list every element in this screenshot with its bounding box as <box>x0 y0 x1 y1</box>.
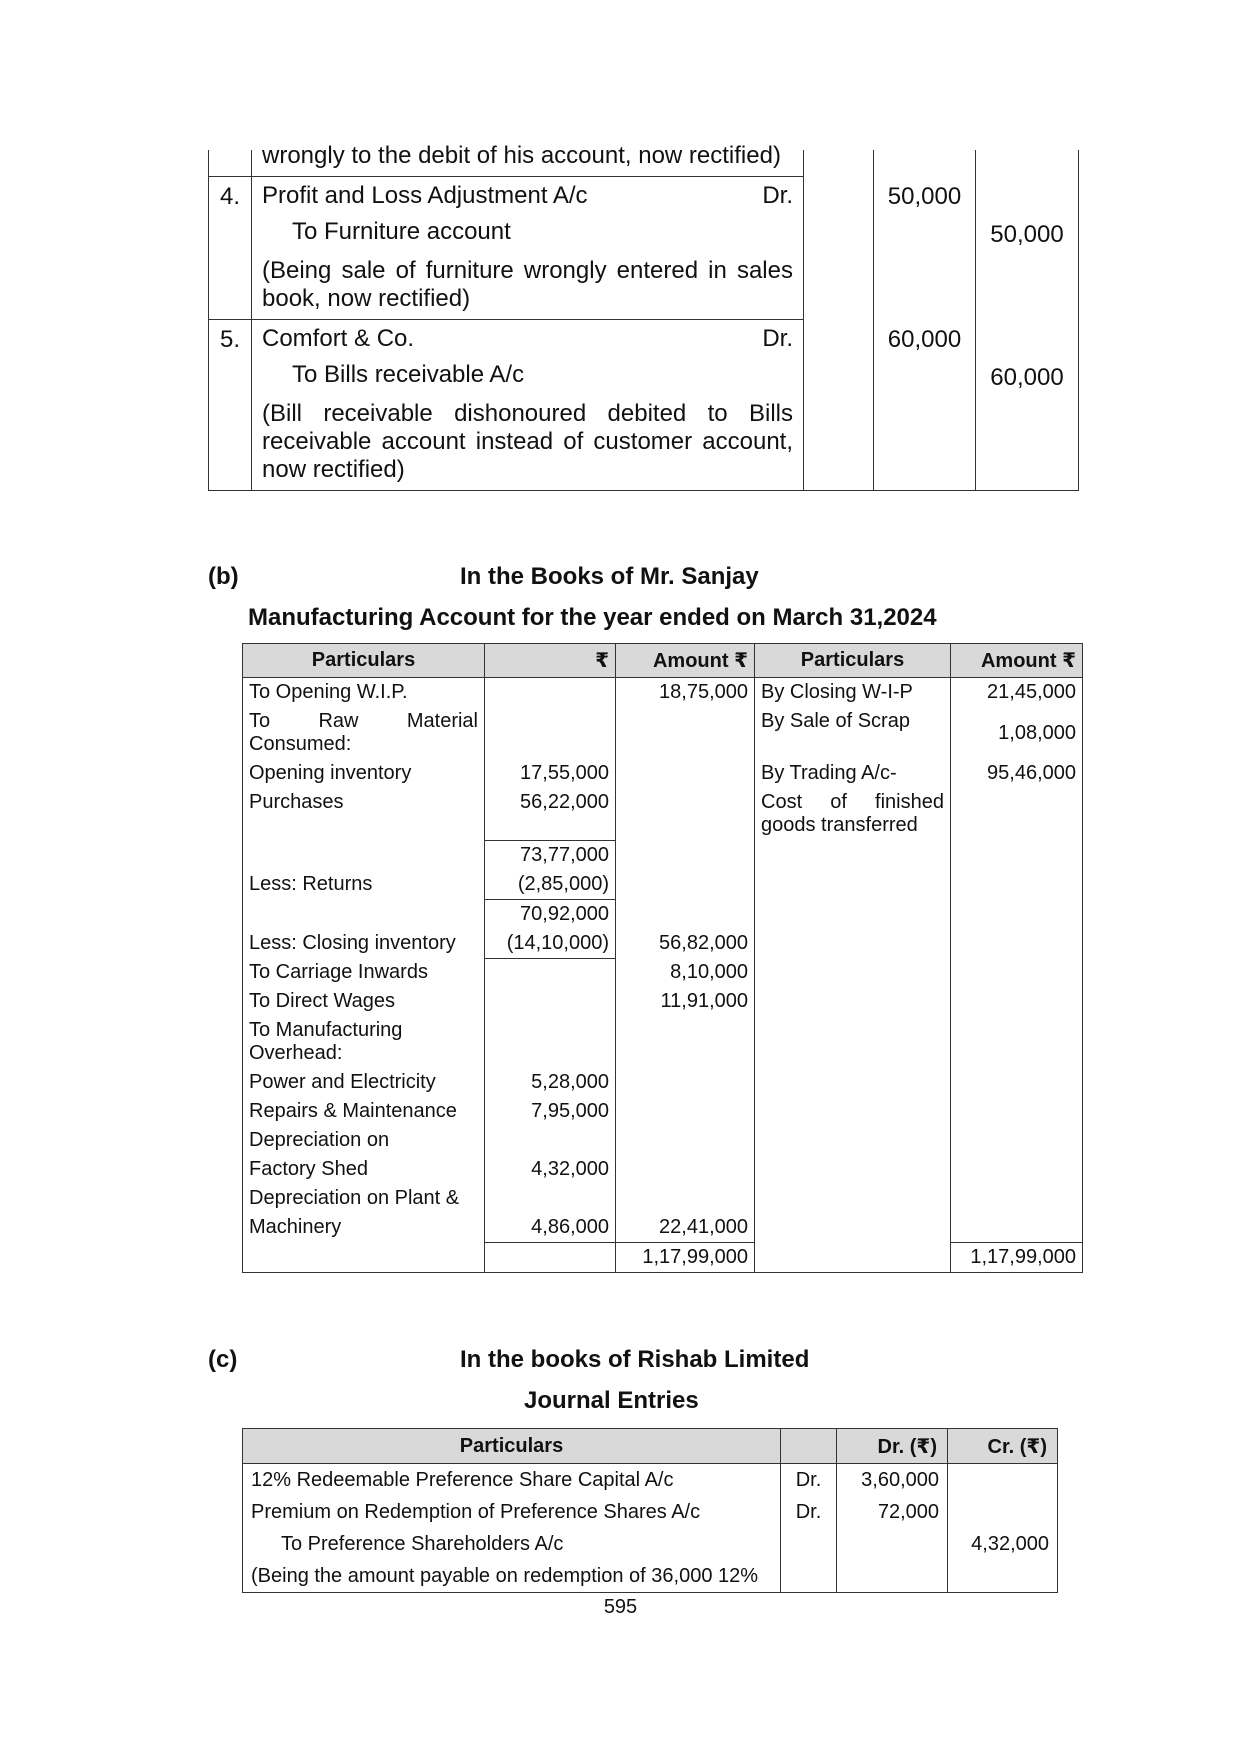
cell: 4,32,000 <box>485 1155 616 1184</box>
col-header-debit: Dr. (₹) <box>837 1429 948 1464</box>
table-row <box>243 1464 1058 1497</box>
table-row <box>243 788 1083 840</box>
table-header-row <box>243 644 1083 678</box>
cell: Premium on Redemption of Preference Shares A/c <box>243 1496 781 1528</box>
cell: 8,10,000 <box>616 958 755 987</box>
cell <box>485 678 616 708</box>
cell: To Manufacturing Overhead: <box>243 1016 485 1068</box>
cell: By Trading A/c- <box>755 759 951 788</box>
cell: 18,75,000 <box>616 678 755 708</box>
cell <box>616 1184 755 1213</box>
credit-amount <box>948 1464 1058 1497</box>
ledger-folio-cell <box>804 177 874 320</box>
dr-marker: Dr. <box>762 325 793 352</box>
table-bottom-rule <box>209 490 1079 491</box>
cell <box>485 1126 616 1155</box>
entry-narration: wrongly to the debit of his account, now rectified) <box>262 142 781 169</box>
cell <box>951 870 1083 900</box>
entry-particulars <box>252 320 804 491</box>
table-row <box>243 707 1083 759</box>
journal-entries-table <box>242 1428 1058 1593</box>
cell: 56,22,000 <box>485 788 616 840</box>
debit-amount: 50,000 <box>874 177 976 320</box>
section-b-label: (b) <box>208 563 239 590</box>
debit-amount <box>837 1528 948 1560</box>
table-row <box>243 987 1083 1016</box>
cell <box>485 1016 616 1068</box>
cell: 22,41,000 <box>616 1213 755 1243</box>
dr-marker <box>781 1560 837 1593</box>
cell <box>616 1097 755 1126</box>
cell: To Opening W.I.P. <box>243 678 485 708</box>
col-header-credit: Cr. (₹) <box>948 1429 1058 1464</box>
table-row <box>243 899 1083 929</box>
cell: 73,77,000 <box>485 840 616 870</box>
table-row <box>243 1560 1058 1593</box>
table-row <box>243 1126 1083 1155</box>
cell <box>485 1184 616 1213</box>
cell: Cost of finished goods transferred <box>755 788 951 840</box>
cell: Factory Shed <box>243 1155 485 1184</box>
debit-amount <box>874 150 976 177</box>
cell <box>755 899 951 929</box>
total-credit: 1,17,99,000 <box>951 1243 1083 1273</box>
cell <box>485 958 616 987</box>
ledger-folio-cell <box>804 150 874 177</box>
cell <box>616 1126 755 1155</box>
cell: By Closing W-I-P <box>755 678 951 708</box>
total-row <box>243 1243 1083 1273</box>
cell <box>755 929 951 959</box>
cell: Less: Closing inventory <box>243 929 485 959</box>
cell <box>755 1068 951 1097</box>
cell: 17,55,000 <box>485 759 616 788</box>
entry-number: 4. <box>209 177 252 320</box>
cell: 56,82,000 <box>616 929 755 959</box>
cell: 95,46,000 <box>951 759 1083 788</box>
credit-amount <box>976 150 1079 177</box>
cell <box>951 958 1083 987</box>
cell <box>243 1243 485 1273</box>
entry-number <box>209 150 252 177</box>
table-row <box>243 958 1083 987</box>
col-header-particulars: Particulars <box>755 644 951 678</box>
rectification-journal-table <box>208 142 1079 491</box>
table-row <box>243 1184 1083 1213</box>
cell <box>616 759 755 788</box>
cell <box>616 870 755 900</box>
manufacturing-account-table <box>242 643 1083 1273</box>
cell: 11,91,000 <box>616 987 755 1016</box>
entry-particulars <box>252 142 804 177</box>
cell: To Raw Material Consumed: <box>243 707 485 759</box>
col-header-amount: Amount ₹ <box>616 644 755 678</box>
table-row <box>243 1068 1083 1097</box>
cell <box>616 1016 755 1068</box>
credit-account: To Furniture account <box>292 218 511 245</box>
cell <box>951 1213 1083 1243</box>
cell <box>755 958 951 987</box>
col-header-particulars: Particulars <box>243 1429 781 1464</box>
cell: Purchases <box>243 788 485 840</box>
table-row <box>243 1016 1083 1068</box>
cell <box>755 987 951 1016</box>
table-header-row <box>243 1429 1058 1464</box>
credit-amount-value: 50,000 <box>990 220 1064 248</box>
cell <box>951 899 1083 929</box>
dr-marker <box>781 1528 837 1560</box>
debit-amount <box>837 1560 948 1593</box>
ledger-folio-cell <box>804 320 874 491</box>
cell: 12% Redeemable Preference Share Capital A/c <box>243 1464 781 1497</box>
debit-account: Comfort & Co. <box>262 325 415 352</box>
credit-amount: 4,32,000 <box>948 1528 1058 1560</box>
entry-narration: (Being sale of furniture wrongly entered in sales book, now rectified) <box>262 257 793 312</box>
section-c-subheading: Journal Entries <box>524 1387 699 1414</box>
cell <box>951 1097 1083 1126</box>
cell <box>243 899 485 929</box>
entry-number: 5. <box>209 320 252 491</box>
table-row <box>243 840 1083 870</box>
cell <box>951 1126 1083 1155</box>
cell <box>951 1068 1083 1097</box>
dr-marker: Dr. <box>762 182 793 209</box>
table-row <box>243 759 1083 788</box>
cell <box>951 1184 1083 1213</box>
cell <box>243 840 485 870</box>
col-header-dr-marker <box>781 1429 837 1464</box>
cell <box>616 707 755 759</box>
cell: Machinery <box>243 1213 485 1243</box>
cell <box>485 1243 616 1273</box>
cell: (2,85,000) <box>485 870 616 900</box>
cell: (14,10,000) <box>485 929 616 959</box>
cell: Depreciation on <box>243 1126 485 1155</box>
cell: Depreciation on Plant & <box>243 1184 485 1213</box>
cell: 1,08,000 <box>951 707 1083 759</box>
cell <box>616 899 755 929</box>
cell <box>951 1155 1083 1184</box>
table-row <box>243 1496 1058 1528</box>
cell <box>616 840 755 870</box>
cell <box>755 840 951 870</box>
debit-amount: 3,60,000 <box>837 1464 948 1497</box>
section-b-subheading: Manufacturing Account for the year ended on March 31,2024 <box>248 604 937 631</box>
cell <box>951 1016 1083 1068</box>
page-number: 595 <box>603 1596 638 1618</box>
cell <box>951 788 1083 840</box>
credit-amount-value: 60,000 <box>990 363 1064 391</box>
cell: To Direct Wages <box>243 987 485 1016</box>
col-header-rupee: ₹ <box>485 644 616 678</box>
table-row <box>243 678 1083 708</box>
credit-amount <box>948 1496 1058 1528</box>
cell: 70,92,000 <box>485 899 616 929</box>
cell <box>755 1097 951 1126</box>
cell <box>755 870 951 900</box>
cell <box>485 987 616 1016</box>
cell <box>951 987 1083 1016</box>
entry-particulars <box>252 177 804 320</box>
credit-amount <box>976 177 1079 320</box>
section-c-heading: In the books of Rishab Limited <box>460 1346 810 1373</box>
debit-amount: 60,000 <box>874 320 976 491</box>
cell <box>616 1068 755 1097</box>
table-row <box>243 1097 1083 1126</box>
cell: By Sale of Scrap <box>755 707 951 759</box>
cell: 5,28,000 <box>485 1068 616 1097</box>
cell <box>755 1126 951 1155</box>
debit-amount: 72,000 <box>837 1496 948 1528</box>
cell: Less: Returns <box>243 870 485 900</box>
cell: 7,95,000 <box>485 1097 616 1126</box>
cell <box>616 1155 755 1184</box>
cell <box>616 788 755 840</box>
cell <box>755 1213 951 1243</box>
cell: Opening inventory <box>243 759 485 788</box>
dr-marker: Dr. <box>781 1496 837 1528</box>
table-row <box>243 870 1083 900</box>
cell <box>755 1155 951 1184</box>
cell: 4,86,000 <box>485 1213 616 1243</box>
section-b-heading: In the Books of Mr. Sanjay <box>460 563 759 590</box>
cell <box>951 840 1083 870</box>
debit-account: Profit and Loss Adjustment A/c <box>262 182 588 209</box>
cell: Repairs & Maintenance <box>243 1097 485 1126</box>
cell: To Carriage Inwards <box>243 958 485 987</box>
credit-amount <box>976 320 1079 491</box>
cell <box>755 1184 951 1213</box>
table-row <box>243 1155 1083 1184</box>
cell <box>755 1016 951 1068</box>
col-header-particulars: Particulars <box>243 644 485 678</box>
cell <box>485 707 616 759</box>
cell: To Preference Shareholders A/c <box>243 1528 781 1560</box>
credit-account: To Bills receivable A/c <box>292 361 525 388</box>
table-row <box>243 929 1083 959</box>
cell: Power and Electricity <box>243 1068 485 1097</box>
total-debit: 1,17,99,000 <box>616 1243 755 1273</box>
dr-marker: Dr. <box>781 1464 837 1497</box>
table-row <box>243 1528 1058 1560</box>
col-header-amount: Amount ₹ <box>951 644 1083 678</box>
credit-amount <box>948 1560 1058 1593</box>
table-row <box>243 1213 1083 1243</box>
cell <box>755 1243 951 1273</box>
section-c-label: (c) <box>208 1346 238 1373</box>
cell: (Being the amount payable on redemption of 36,000 12% <box>243 1560 781 1593</box>
cell: 21,45,000 <box>951 678 1083 708</box>
cell <box>951 929 1083 959</box>
entry-narration: (Bill receivable dishonoured debited to Bills receivable account instead of customer account, now rectified) <box>262 400 793 483</box>
